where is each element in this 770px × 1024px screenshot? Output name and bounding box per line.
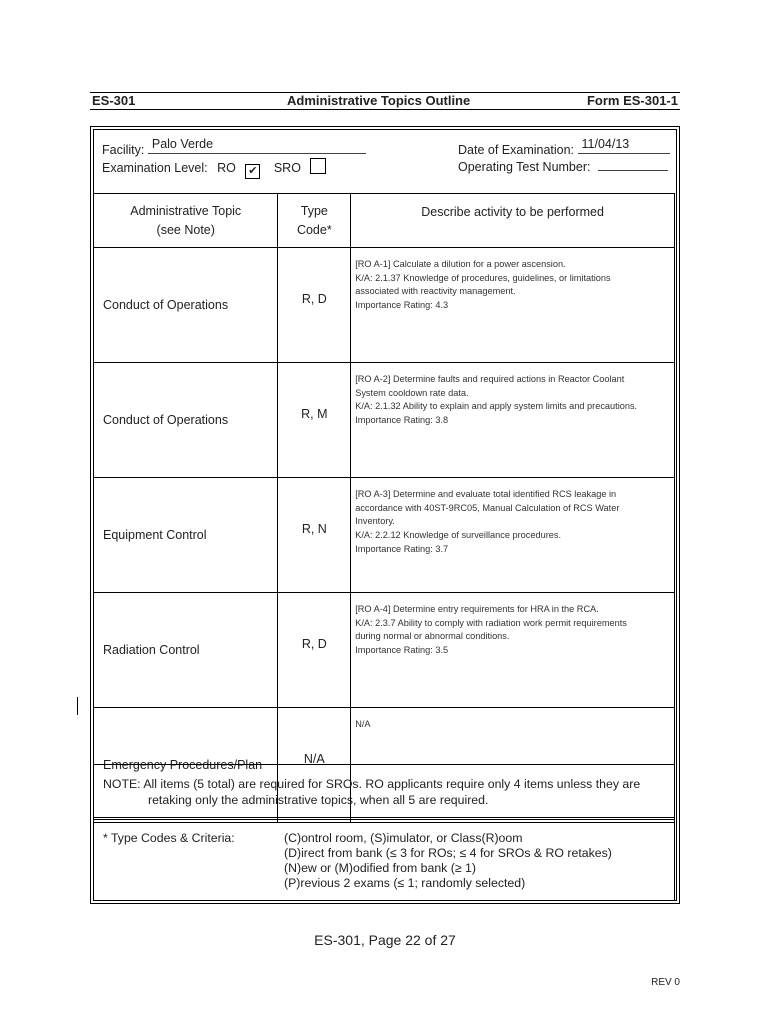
exam-date-input[interactable] (578, 137, 670, 154)
description-cell: [RO A-2] Determine faults and required actions in Reactor Coolant System cooldown rate data. K/A: 2.1.32 Ability to explain and apply system limits and precautions. Importance Rating: 3.8 (351, 363, 675, 478)
header-left: ES-301 (92, 93, 136, 108)
header-form-id: Form ES-301-1 (586, 93, 678, 108)
sro-checkbox[interactable] (310, 158, 326, 174)
description-cell: N/A (351, 708, 675, 823)
type-codes-label: * Type Codes & Criteria: (103, 831, 235, 845)
test-number-field (458, 158, 668, 174)
description-cell: [RO A-1] Calculate a dilution for a power ascension. K/A: 2.1.37 Knowledge of procedures, guidelines, or limitations associated with reactivity management. Importance Rating: 4.3 (351, 248, 675, 363)
revision-label: REV 0 (651, 977, 680, 988)
table-row (94, 363, 675, 478)
header-bottom-rule (90, 109, 680, 110)
page-number: ES-301, Page 22 of 27 (314, 932, 456, 948)
type-code-item: (P)revious 2 exams (≤ 1; randomly selected) (284, 876, 526, 890)
ro-label: RO (217, 161, 236, 175)
topic-header: Administrative Topic (see Note) (94, 194, 278, 248)
table-row (94, 478, 675, 593)
type-code-item: (C)ontrol room, (S)imulator, or Class(R)oom (284, 831, 523, 845)
topic-cell: Conduct of Operations (94, 248, 278, 363)
topic-cell: Conduct of Operations (94, 363, 278, 478)
type-code-cell: R, M (278, 363, 351, 478)
exam-date-label: Date of Examination: (458, 143, 575, 157)
type-codes-list (284, 831, 612, 891)
description-header: Describe activity to be performed (351, 194, 675, 248)
facility-field (102, 137, 366, 157)
table-row (94, 248, 675, 363)
type-code-header: Type Code* (278, 194, 351, 248)
type-code-cell: R, D (278, 248, 351, 363)
type-codes-box (93, 819, 675, 901)
test-number-label: Operating Test Number: (458, 160, 591, 174)
revision-bar (77, 697, 78, 715)
type-code-cell: R, D (278, 593, 351, 708)
exam-date-value: 11/04/13 (581, 137, 630, 151)
exam-level-label: Examination Level: (102, 161, 208, 175)
facility-label: Facility: (102, 143, 145, 157)
description-cell: [RO A-3] Determine and evaluate total identified RCS leakage in accordance with 40ST-9RC05, Manual Calculation of RCS Water Inventory. K/A: 2.2.12 Knowledge of surveillance procedures. Importance Rating: 3.7 (351, 478, 675, 593)
note-box (93, 764, 675, 818)
type-code-item: (N)ew or (M)odified from bank (≥ 1) (284, 861, 476, 875)
topic-cell: Equipment Control (94, 478, 278, 593)
table-row (94, 593, 675, 708)
topic-cell: Radiation Control (94, 593, 278, 708)
sro-label: SRO (273, 161, 301, 175)
header-title: Administrative Topics Outline (287, 93, 471, 108)
facility-value: Palo Verde (151, 137, 214, 151)
facility-input[interactable] (148, 137, 366, 154)
note-line-1: NOTE: All items (5 total) are required for SROs. RO applicants require only 4 items unless they are (103, 777, 641, 791)
exam-level-field (102, 158, 326, 179)
topics-table (93, 193, 675, 823)
table-header-row (94, 194, 675, 248)
type-code-item: (D)irect from bank (≤ 3 for ROs; ≤ 4 for SROs & RO retakes) (284, 846, 612, 860)
test-number-input[interactable] (598, 158, 668, 171)
ro-checkbox[interactable]: ✔ (245, 164, 260, 179)
note-line-2: retaking only the administrative topics, when all 5 are required. (148, 793, 489, 807)
topic-cell: Emergency Procedures/Plan (94, 708, 278, 823)
type-code-cell: N/A (278, 708, 351, 823)
exam-date-field (458, 137, 670, 157)
description-cell: [RO A-4] Determine entry requirements for HRA in the RCA. K/A: 2.3.7 Ability to comply with radiation work permit requirements during normal or abnormal conditions. Importance Rating: 3.5 (351, 593, 675, 708)
type-code-cell: R, N (278, 478, 351, 593)
